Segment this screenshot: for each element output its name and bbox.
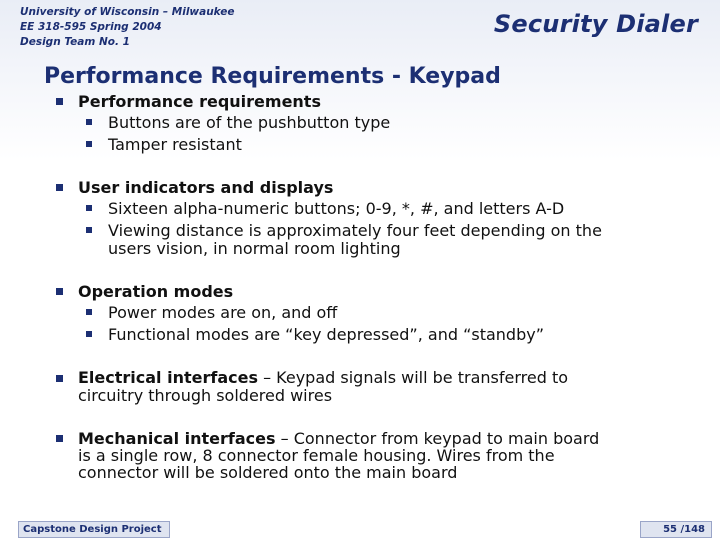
item-lead: Electrical interfaces [78,368,258,387]
sub-item: Viewing distance is approximately four feet depending on the [108,221,602,240]
project-title: Security Dialer [493,10,698,38]
item-heading: Performance requirements [78,92,321,111]
item-text [78,369,568,386]
slide-title: Performance Requirements - Keypad [44,64,501,89]
bullet-square-icon [56,375,63,382]
sub-item-continued: users vision, in normal room lighting [108,239,401,258]
header-info [20,5,235,50]
item-text-continued: is a single row, 8 connector female housing. Wires from the [78,446,555,465]
bullet-square-icon [86,205,92,211]
sub-item: Sixteen alpha-numeric buttons; 0-9, *, #, and letters A-D [108,199,565,218]
item-heading: User indicators and displays [78,178,334,197]
sub-item: Tamper resistant [108,135,242,154]
sub-item: Power modes are on, and off [108,303,338,322]
university-name: University of Wisconsin – Milwaukee [20,6,235,18]
item-text [78,430,599,447]
item-text-continued: circuitry through soldered wires [78,386,333,405]
footer-label: Capstone Design Project [18,521,170,538]
sub-item: Buttons are of the pushbutton type [108,113,391,132]
bullet-square-icon [86,309,92,315]
item-heading: Operation modes [78,282,234,301]
item-lead: Mechanical interfaces [78,429,276,448]
bullet-square-icon [86,141,92,147]
course-name: EE 318-595 Spring 2004 [20,21,162,33]
bullet-square-icon [56,184,63,191]
bullet-square-icon [86,331,92,337]
bullet-square-icon [56,288,63,295]
bullet-square-icon [56,435,63,442]
slide-header [0,0,720,60]
item-text-line: – Connector from keypad to main board [275,429,600,448]
team-name: Design Team No. 1 [20,36,130,48]
sub-item: Functional modes are “key depressed”, and “standby” [108,325,544,344]
bullet-square-icon [86,119,92,125]
bullet-square-icon [86,227,92,233]
page-number: 55 /148 [640,521,712,538]
bullet-square-icon [56,98,63,105]
item-text-line: – Keypad signals will be transferred to [258,368,569,387]
item-text-continued: connector will be soldered onto the main board [78,463,458,482]
